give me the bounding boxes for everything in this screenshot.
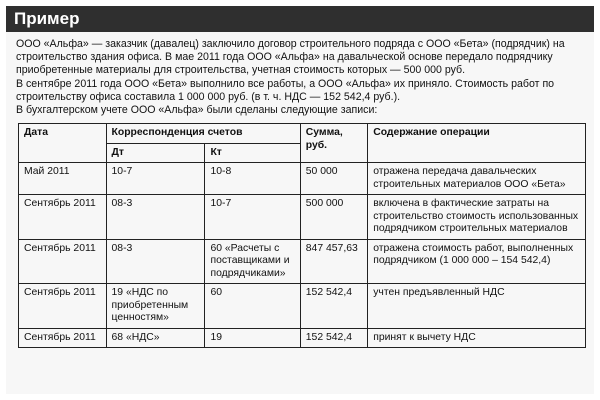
cell-credit: 19 — [205, 328, 300, 348]
table-row — [19, 163, 586, 195]
cell-debit: 19 «НДС по приобретенным ценностям» — [106, 284, 205, 329]
table-row — [19, 239, 586, 284]
cell-debit: 10-7 — [106, 163, 205, 195]
intro-paragraph: В бухгалтерском учете ООО «Альфа» были сделаны следующие записи: — [16, 104, 378, 117]
cell-description: включена в фактические затраты на строительство стоимость использованных подрядчиком строительных материалов — [368, 195, 586, 240]
intro-paragraph: ООО «Альфа» — заказчик (давалец) заключило договор строительного подряда с ООО «Бета» (подрядчик) на строительство здания офиса. В мае 2011 года ООО «Альфа» на давальческой основе передало подрядчику приобретенные материалы для строительства, учетная стоимость которых — 500 000 руб. — [16, 38, 565, 77]
header-description: Содержание операции — [368, 124, 586, 163]
cell-description: принят к вычету НДС — [368, 328, 586, 348]
cell-description: учтен предъявленный НДС — [368, 284, 586, 329]
cell-date: Сентябрь 2011 — [19, 195, 107, 240]
table-row — [19, 284, 586, 329]
cell-sum: 50 000 — [300, 163, 367, 195]
cell-description: отражена передача давальческих строительных материалов ООО «Бета» — [368, 163, 586, 195]
intro-paragraph: В сентябре 2011 года ООО «Бета» выполнило все работы, а ООО «Альфа» их приняло. Стоимость работ по строительству офиса составила 1 000 000 руб. (в т. ч. НДС — 152 542,4 руб.). — [16, 77, 555, 103]
cell-debit: 68 «НДС» — [106, 328, 205, 348]
cell-sum: 152 542,4 — [300, 284, 367, 329]
cell-sum: 152 542,4 — [300, 328, 367, 348]
table-header-row — [19, 124, 586, 144]
cell-sum: 847 457,63 — [300, 239, 367, 284]
cell-date: Сентябрь 2011 — [19, 239, 107, 284]
header-correspondence: Корреспонденция счетов — [106, 124, 300, 144]
cell-credit: 60 — [205, 284, 300, 329]
accounting-entries-table — [18, 123, 586, 348]
cell-debit: 08-3 — [106, 195, 205, 240]
cell-date: Сентябрь 2011 — [19, 328, 107, 348]
example-card — [6, 6, 594, 394]
cell-debit: 08-3 — [106, 239, 205, 284]
cell-date: Сентябрь 2011 — [19, 284, 107, 329]
cell-sum: 500 000 — [300, 195, 367, 240]
header-debit: Дт — [106, 143, 205, 163]
cell-credit: 10-8 — [205, 163, 300, 195]
intro-text — [6, 32, 594, 117]
cell-credit: 10-7 — [205, 195, 300, 240]
header-sum: Сумма, руб. — [300, 124, 367, 163]
example-title: Пример — [6, 6, 594, 32]
cell-date: Май 2011 — [19, 163, 107, 195]
header-date: Дата — [19, 124, 107, 163]
table-row — [19, 195, 586, 240]
cell-credit: 60 «Расчеты с поставщиками и подрядчиками» — [205, 239, 300, 284]
cell-description: отражена стоимость работ, выполненных подрядчиком (1 000 000 – 154 542,4) — [368, 239, 586, 284]
header-credit: Кт — [205, 143, 300, 163]
table-row — [19, 328, 586, 348]
